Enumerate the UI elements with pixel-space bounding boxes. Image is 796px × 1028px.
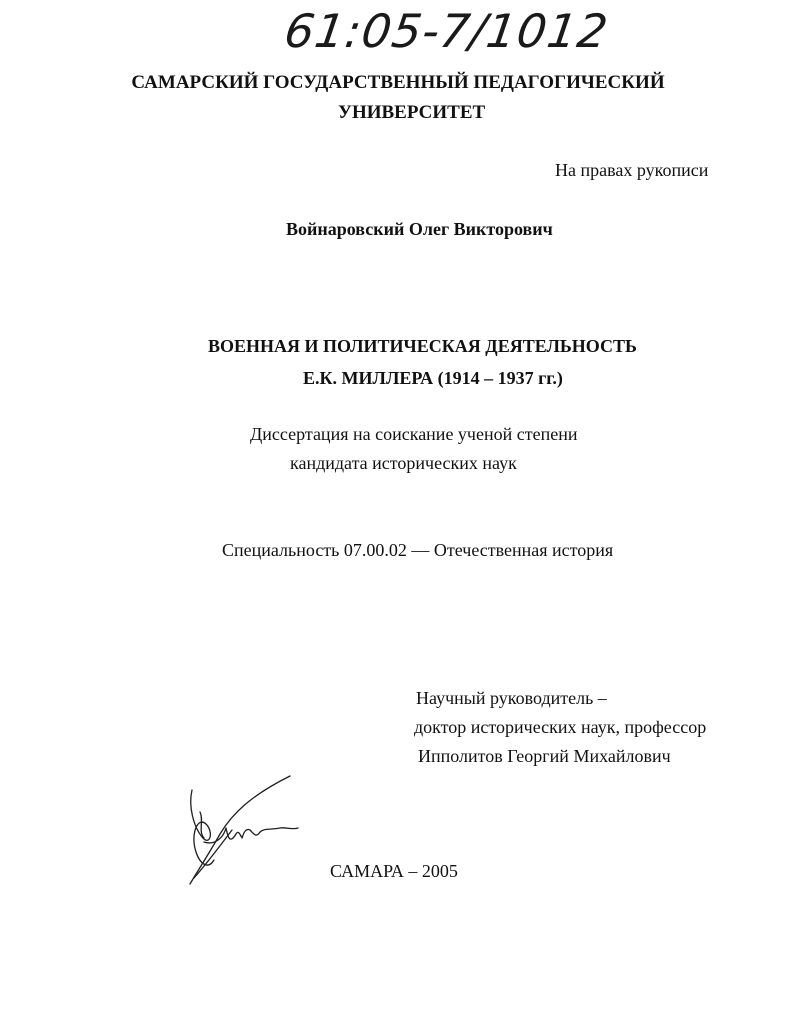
institution-line-2: УНИВЕРСИТЕТ xyxy=(338,102,486,123)
author-name: Войнаровский Олег Викторович xyxy=(286,219,553,239)
degree-line-1: Диссертация на соискание ученой степени xyxy=(250,424,578,444)
title-line-1: ВОЕННАЯ И ПОЛИТИЧЕСКАЯ ДЕЯТЕЛЬНОСТЬ xyxy=(208,336,637,356)
supervisor-name: Ипполитов Георгий Михайлович xyxy=(418,746,671,766)
supervisor-credentials: доктор исторических наук, профессор xyxy=(414,717,707,737)
institution-line-1: САМАРСКИЙ ГОСУДАРСТВЕННЫЙ ПЕДАГОГИЧЕСКИЙ xyxy=(131,72,665,93)
specialty: Специальность 07.00.02 — Отечественная история xyxy=(222,540,614,560)
handwritten-catalog-number: 61:05-7/1012 xyxy=(281,4,612,58)
title-line-2: Е.К. МИЛЛЕРА (1914 – 1937 гг.) xyxy=(303,368,563,388)
manuscript-note: На правах рукописи xyxy=(555,160,709,180)
supervisor-label: Научный руководитель – xyxy=(416,688,607,708)
place-year: САМАРА – 2005 xyxy=(330,861,458,881)
degree-line-2: кандидата исторических наук xyxy=(290,453,517,473)
signature-image xyxy=(180,772,310,890)
